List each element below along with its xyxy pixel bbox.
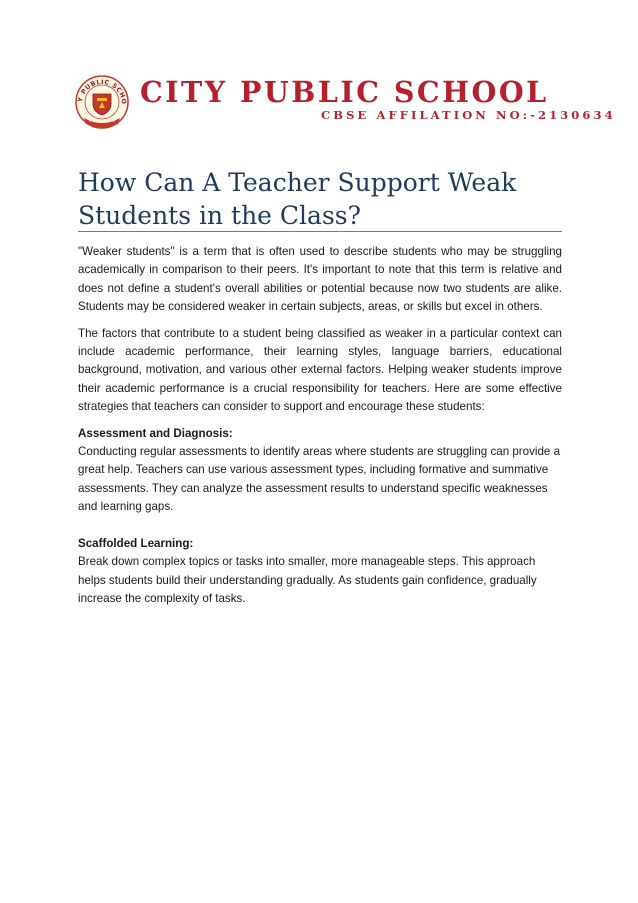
section-scaffolded-learning [78,535,562,609]
school-name: CITY PUBLIC SCHOOL [140,75,549,109]
article-body [78,243,562,608]
section-heading: Assessment and Diagnosis: [78,426,233,440]
title-line-1: How Can A Teacher Support Weak [78,168,517,197]
title-line-2: Students in the Class? [78,201,362,230]
title-underline-rule [78,231,562,232]
cbse-affiliation-number: CBSE AFFILATION NO:-2130634 [321,108,616,122]
section-assessment [78,425,562,517]
school-header [74,72,616,132]
section-text: Break down complex topics or tasks into smaller, more manageable steps. This approach helps students build their understanding gradually. As students gain confidence, gradually increase the complexity of tasks. [78,555,537,605]
intro-paragraph: "Weaker students" is a term that is often used to describe students who may be struggling academically in comparison to their peers. It's important to note that this term is relative and does not define a student's overall abilities or potential because now two students are alike. Students may be considered weaker in certain subjects, areas, or skills but excel in others. [78,245,562,314]
section-heading: Scaffolded Learning: [78,536,194,550]
school-crest-logo [74,74,130,132]
logo-ring-text: Y PUBLIC SCHO [77,78,128,105]
factors-paragraph: The factors that contribute to a student being classified as weaker in a particular context can include academic performance, their learning styles, language barriers, educational background, motivation, and various other external factors. Helping weaker students improve their academic performance is a crucial responsibility for teachers. Here are some effective strategies that teachers can consider to support and encourage these students: [78,326,562,414]
page-title [78,166,568,232]
section-text: Conducting regular assessments to identify areas where students are struggling can provide a great help. Teachers can use various assessment types, including formative and summative assessments. They can analyze the assessment results to understand specific weaknesses and learning gaps. [78,445,561,514]
